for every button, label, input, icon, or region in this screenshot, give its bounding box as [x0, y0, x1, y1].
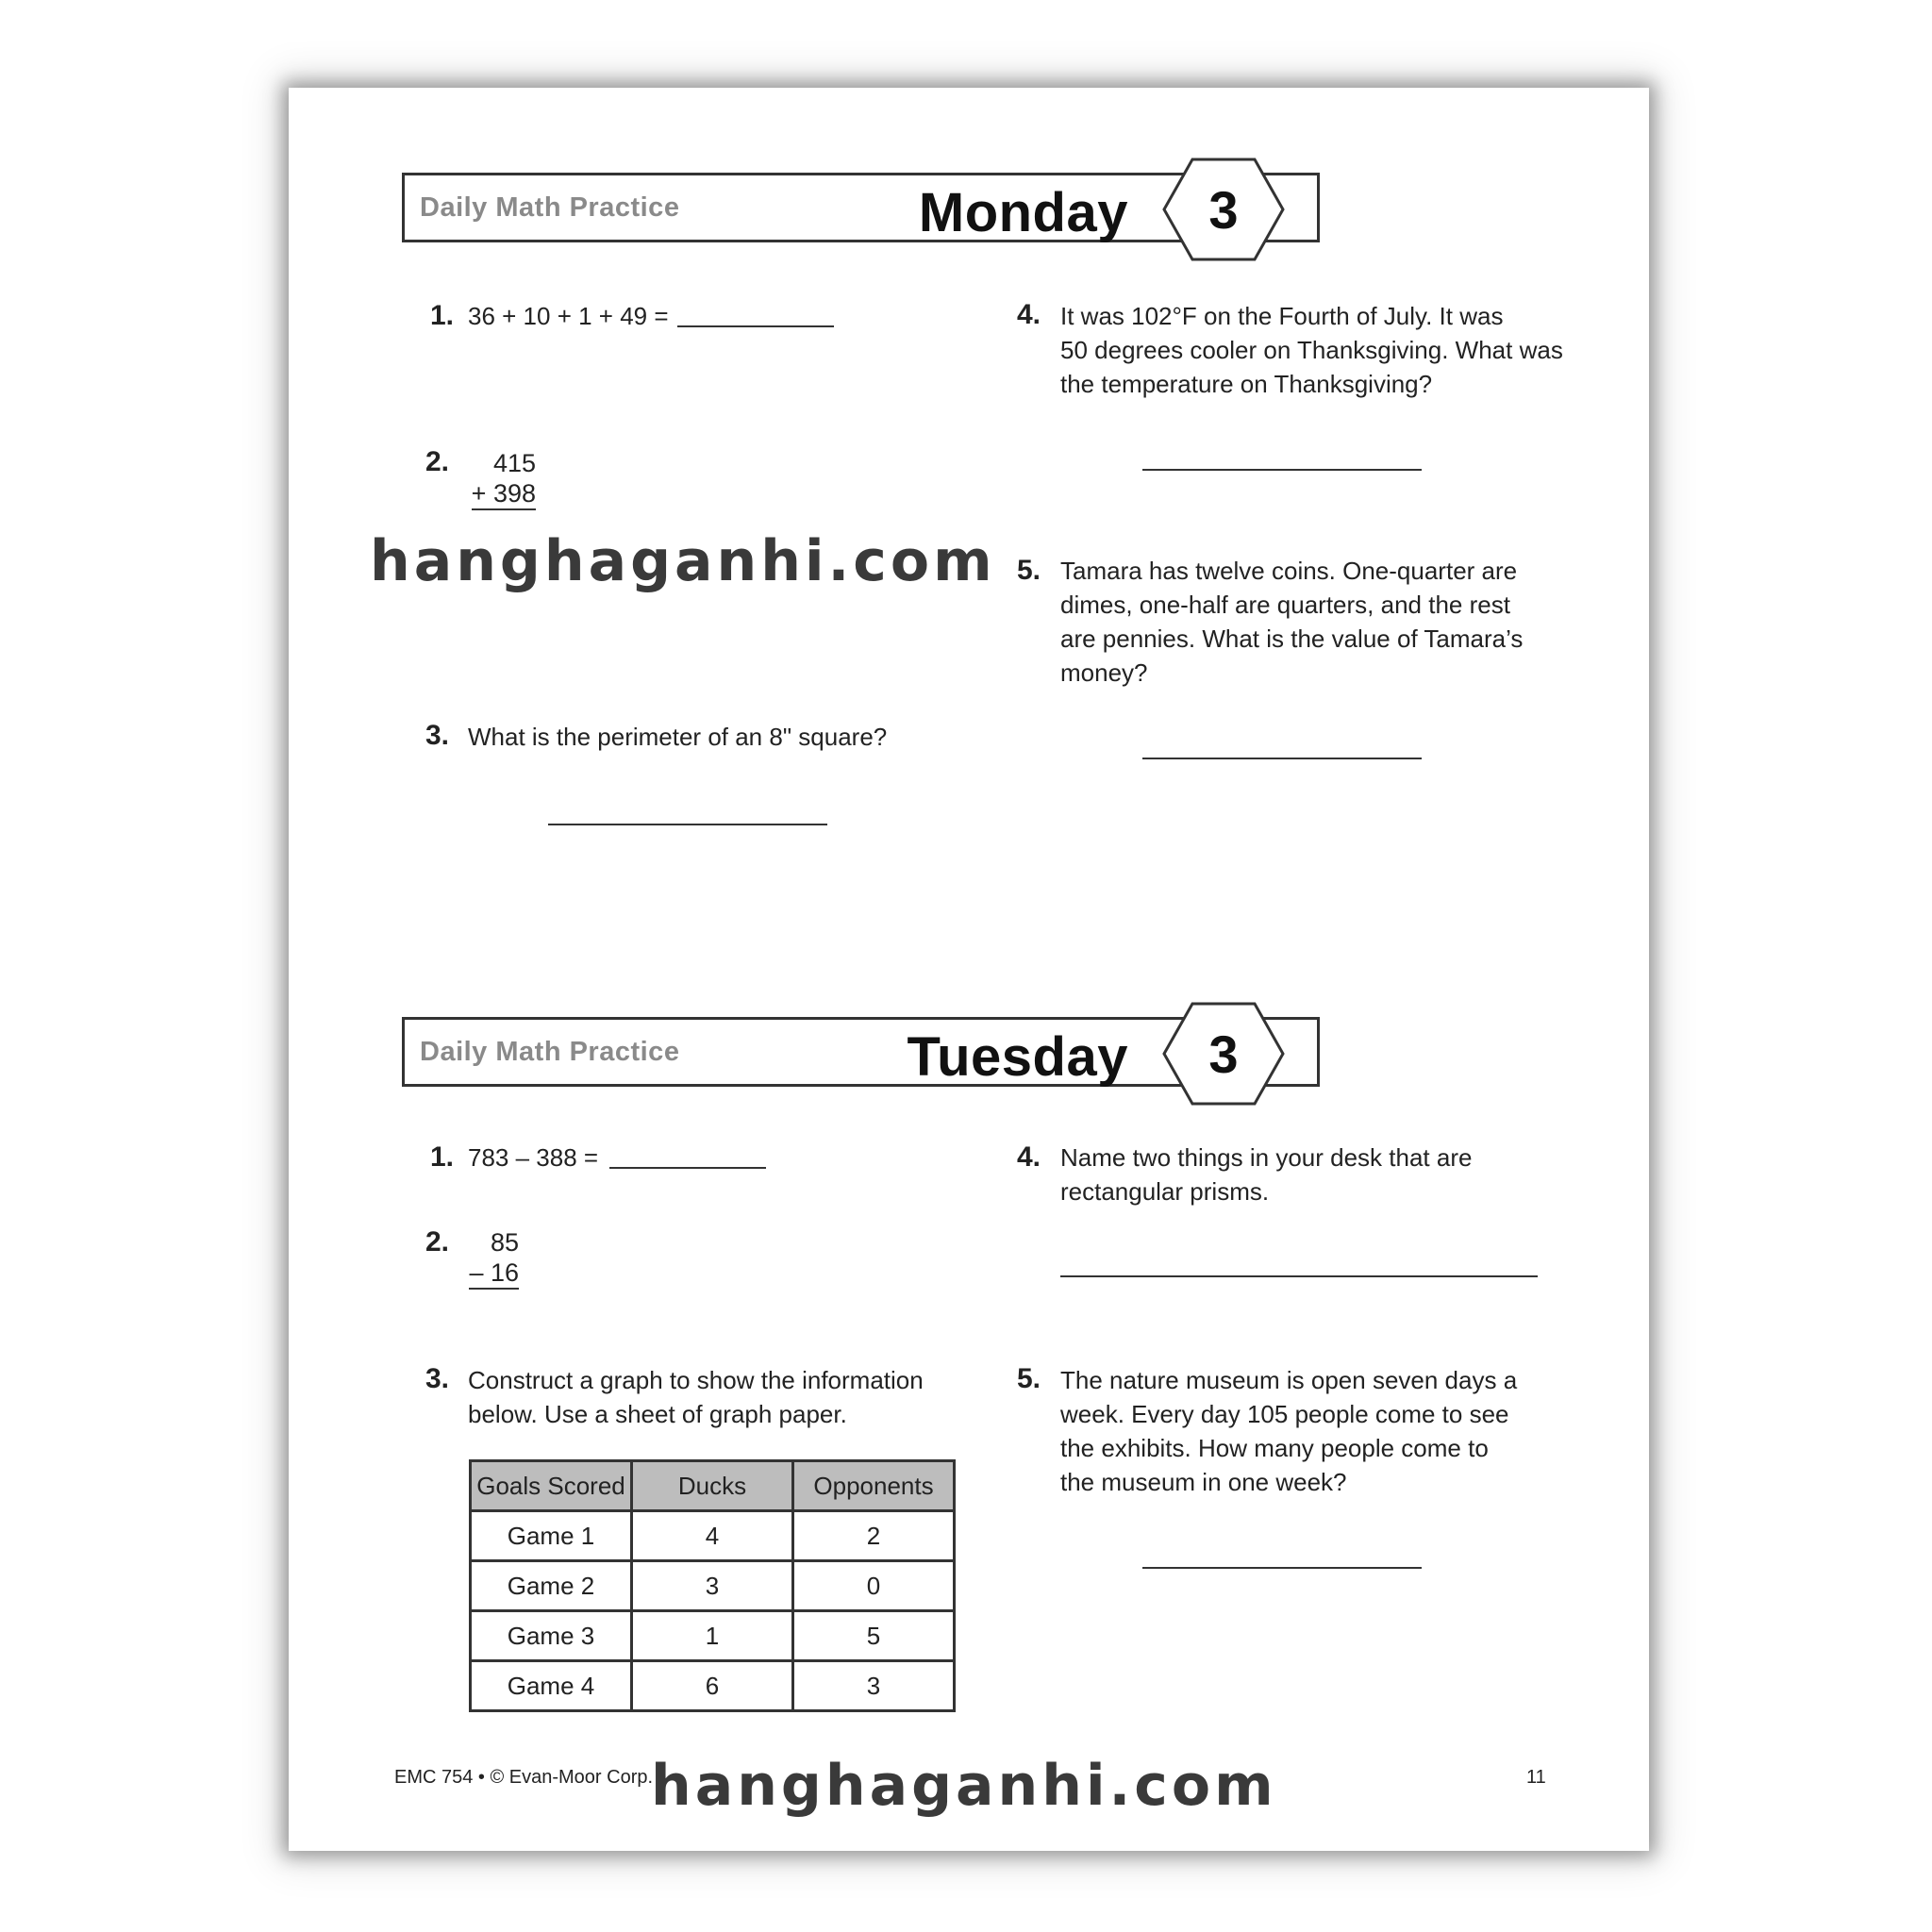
question-text: What is the perimeter of an 8" square? — [468, 723, 888, 751]
text-line: The nature museum is open seven days a — [1060, 1366, 1518, 1394]
tuesday-banner — [402, 1017, 1320, 1087]
addend-bottom: + 398 — [472, 478, 536, 510]
page-number: 11 — [1526, 1767, 1546, 1788]
text-line: 50 degrees cooler on Thanksgiving. What was — [1060, 336, 1563, 364]
question-number: 3. — [425, 1363, 450, 1394]
week-number: 3 — [1208, 1024, 1239, 1084]
banner-brand: Daily Math Practice — [420, 1037, 680, 1067]
table-cell: Game 1 — [471, 1511, 632, 1561]
text-line: the exhibits. How many people come to — [1060, 1434, 1489, 1462]
table-cell: 6 — [632, 1661, 793, 1711]
text-line: Name two things in your desk that are — [1060, 1143, 1473, 1172]
question-text — [1060, 299, 1563, 401]
question-text: 783 – 388 = — [468, 1143, 599, 1172]
subtrahend: – 16 — [469, 1257, 519, 1290]
table-cell: 0 — [793, 1561, 955, 1611]
goals-table — [469, 1459, 956, 1712]
question-number: 4. — [1017, 1141, 1041, 1173]
text-line: money? — [1060, 658, 1148, 687]
answer-line[interactable] — [609, 1167, 766, 1169]
footer-copyright: EMC 754 • © Evan-Moor Corp. — [394, 1767, 654, 1788]
text-line: below. Use a sheet of graph paper. — [468, 1400, 847, 1428]
table-cell: 1 — [632, 1611, 793, 1661]
question-text — [1060, 554, 1523, 690]
question-number: 1. — [430, 1141, 455, 1173]
watermark-bottom: hanghaganhi.com — [651, 1753, 1277, 1819]
question-number: 2. — [425, 446, 450, 477]
answer-line[interactable] — [1060, 1275, 1538, 1277]
table-cell: 3 — [793, 1661, 955, 1711]
week-number: 3 — [1208, 179, 1239, 240]
monday-banner — [402, 173, 1320, 242]
watermark-top: hanghaganhi.com — [370, 528, 996, 594]
table-row — [471, 1511, 955, 1561]
text-line: are pennies. What is the value of Tamara’s — [1060, 625, 1524, 653]
table-row — [471, 1561, 955, 1611]
table-header-row — [471, 1461, 955, 1511]
table-cell: 4 — [632, 1511, 793, 1561]
answer-line[interactable] — [548, 824, 827, 825]
header-opponents: Opponents — [793, 1461, 955, 1511]
banner-brand: Daily Math Practice — [420, 192, 680, 223]
table-cell: 2 — [793, 1511, 955, 1561]
question-text — [468, 1363, 924, 1431]
addend-top: 415 — [492, 449, 536, 477]
banner-day: Tuesday — [907, 1026, 1128, 1088]
text-line: It was 102°F on the Fourth of July. It was — [1060, 302, 1504, 330]
header-goals-scored: Goals Scored — [471, 1461, 632, 1511]
text-line: the museum in one week? — [1060, 1468, 1347, 1496]
banner-day: Monday — [918, 182, 1128, 243]
worksheet-page — [289, 88, 1649, 1851]
table-cell: Game 4 — [471, 1661, 632, 1711]
question-text: 36 + 10 + 1 + 49 = — [468, 302, 669, 330]
question-number: 4. — [1017, 299, 1041, 330]
table-cell: Game 3 — [471, 1611, 632, 1661]
text-line: week. Every day 105 people come to see — [1060, 1400, 1509, 1428]
question-number: 3. — [425, 720, 450, 751]
text-line: rectangular prisms. — [1060, 1177, 1270, 1206]
question-text — [1060, 1141, 1472, 1208]
question-number: 1. — [430, 300, 455, 331]
answer-line[interactable] — [1142, 469, 1422, 471]
question-number: 5. — [1017, 1363, 1041, 1394]
text-line: Tamara has twelve coins. One-quarter are — [1060, 557, 1518, 585]
answer-line[interactable] — [1142, 758, 1422, 759]
answer-line[interactable] — [1142, 1567, 1422, 1569]
text-line: Construct a graph to show the information — [468, 1366, 924, 1394]
answer-line[interactable] — [677, 325, 834, 327]
subtraction-problem — [468, 1227, 519, 1290]
table-row — [471, 1661, 955, 1711]
text-line: the temperature on Thanksgiving? — [1060, 370, 1433, 398]
table-cell: Game 2 — [471, 1561, 632, 1611]
table-row — [471, 1611, 955, 1661]
table-cell: 5 — [793, 1611, 955, 1661]
question-text — [1060, 1363, 1517, 1499]
table-cell: 3 — [632, 1561, 793, 1611]
text-line: dimes, one-half are quarters, and the rest — [1060, 591, 1510, 619]
question-number: 2. — [425, 1226, 450, 1257]
question-number: 5. — [1017, 555, 1041, 586]
minuend: 85 — [490, 1228, 519, 1257]
header-ducks: Ducks — [632, 1461, 793, 1511]
addition-problem — [468, 448, 536, 510]
